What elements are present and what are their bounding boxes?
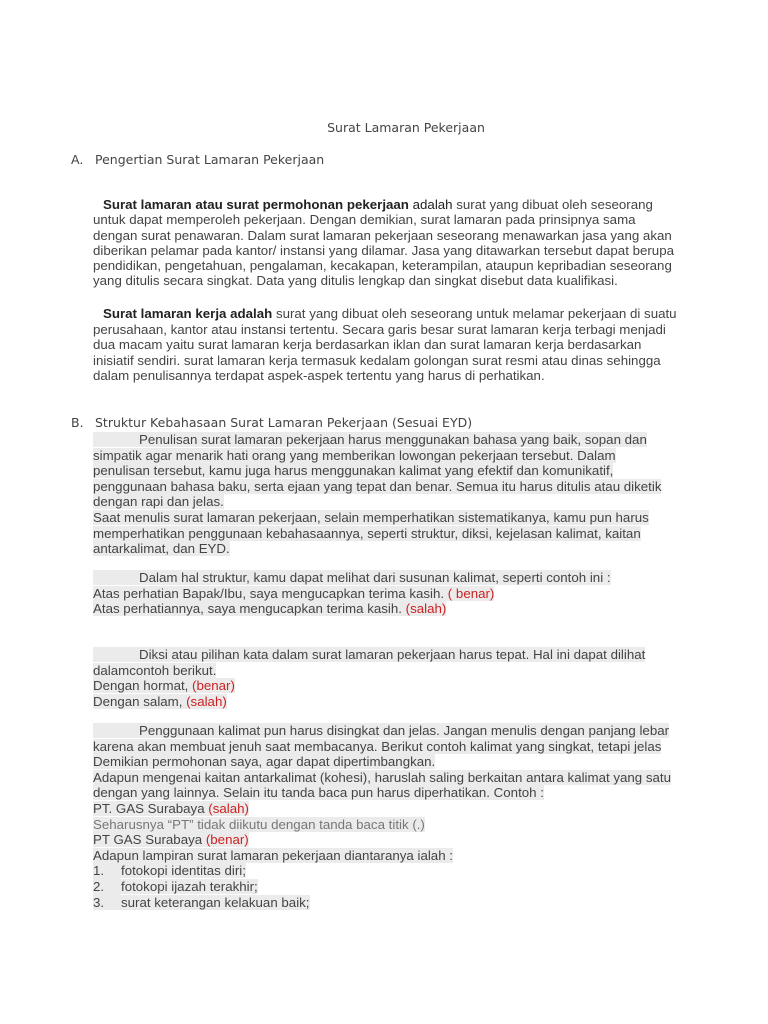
tag-salah-1: (salah) — [405, 601, 447, 617]
list-text: fotokopi ijazah terakhir; — [121, 878, 258, 894]
section-b-heading — [71, 415, 472, 430]
struktur-text-2: Saat menulis surat lamaran pekerjaan, selain memperhatikan sistematikanya, kamu pun harus memperhatikan penggunaan kebahasaannya, seperti struktur, diksi, kejelasan kalimat, kaitan antarkalimat, dan EYD. — [93, 509, 649, 557]
diksi-intro: Diksi atau pilihan kata dalam surat lamaran pekerjaan harus tepat. Hal ini dapat dilihat dalamcontoh berikut. — [93, 647, 646, 678]
struktur-text-1: Penulisan surat lamaran pekerjaan harus menggunakan bahasa yang baik, sopan dan simpatik agar menarik hati orang yang memberikan lowongan pekerjaan tersebut. Dalam penulisan tersebut, kamu juga harus menggunakan kalimat yang efektif dan komunikatif, penggunaan bahasa baku, serta ejaan yang tepat dan benar. Semua itu harus ditulis atau diketik dengan rapi dan jelas. — [93, 432, 662, 510]
paragraph-struktur — [93, 432, 663, 557]
adalah-word: adalah — [408, 197, 453, 212]
definition-text-2: surat yang dibuat oleh seseorang untuk melamar pekerjaan di suatu perusahaan, kantor atau instansi tertentu. Secara garis besar surat lamaran kerja terbagi menjadi dua macam yaitu surat lamaran kerja berdasarkan iklan dan surat lamaran kerja berdasarkan inisiatif sendiri. surat lamaran kerja termasuk kedalam golongan surat resmi atau dinas sehingga dalam penulisannya terdapat aspek-aspek tertentu yang harus di perhatikan. — [93, 306, 677, 384]
definition-text-1: surat yang dibuat oleh seseorang untuk dapat memperoleh pekerjaan. Dengan demikian, surat lamaran pada prinsipnya sama dengan surat penawaran. Dalam surat lamaran pekerjaan seseorang menawarkan jasa yang akan diberikan pelamar pada kantor/ instansi yang dilamar. Jasa yang ditawarkan tersebut dapat berupa pendidikan, pengetahuan, pengalaman, kecakapan, keterampilan, ataupun kepribadian seseorang yang ditulis secara singkat. Data yang ditulis lengkap dan singkat disebut data kualifikasi. — [93, 197, 674, 289]
list-number: 1. — [93, 863, 121, 879]
paragraph-definition-2 — [93, 306, 683, 384]
paragraph-struktur-example — [93, 570, 663, 617]
list-item — [93, 879, 673, 895]
example-pt-salah: PT. GAS Surabaya — [93, 800, 205, 816]
tag-salah-3: (salah) — [204, 800, 249, 816]
lampiran-intro: Adapun lampiran surat lamaran pekerjaan diantaranya ialah : — [93, 847, 453, 863]
document-title: Surat Lamaran Pekerjaan — [327, 120, 485, 135]
list-text: fotokopi identitas diri; — [121, 863, 246, 879]
tag-salah-2: (salah) — [182, 693, 227, 709]
example-benar-1: Atas perhatian Bapak/Ibu, saya mengucapkan terima kasih. — [93, 585, 445, 601]
kohesi-text: Adapun mengenai kaitan antarkalimat (kohesi), haruslah saling berkaitan antara kalimat yang satu dengan yang lainnya. Selain itu tanda baca pun harus diperhatikan. Contoh : — [93, 769, 672, 801]
paragraph-diksi — [93, 647, 653, 709]
example-salah-1: Atas perhatiannya, saya mengucapkan terima kasih. — [93, 601, 406, 617]
example-pt-benar: PT GAS Surabaya — [93, 832, 203, 848]
section-b-number: B. — [71, 415, 84, 430]
list-number: 3. — [93, 895, 121, 911]
example-benar-2: Dengan hormat, — [93, 678, 189, 694]
tag-benar-1: ( benar) — [444, 585, 495, 601]
paragraph-definition-1 — [93, 197, 683, 289]
list-item — [93, 863, 673, 879]
list-number: 2. — [93, 879, 121, 895]
struktur-intro: Dalam hal struktur, kamu dapat melihat dari susunan kalimat, seperti contoh ini : — [139, 570, 611, 585]
section-a-title: Pengertian Surat Lamaran Pekerjaan — [94, 152, 325, 167]
list-item — [93, 895, 673, 911]
section-a-heading — [71, 152, 324, 167]
tag-benar-2: (benar) — [188, 678, 235, 694]
example-salah-2: Dengan salam, — [93, 693, 183, 709]
kalimat-intro: Penggunaan kalimat pun harus disingkat dan jelas. Jangan menulis dengan panjang lebar karena akan membuat jenuh saat membacanya. Berikut contoh kalimat yang singkat, tetapi jelas — [93, 723, 670, 754]
note-pt: Seharusnya “PT” tidak diikutu dengan tanda baca titik (.) — [93, 816, 425, 832]
term-surat-lamaran-kerja: Surat lamaran kerja adalah — [103, 306, 273, 321]
section-b-title: Struktur Kebahasaan Surat Lamaran Pekerjaan (Sesuai EYD) — [94, 415, 473, 430]
example-singkat: Demikian permohonan saya, agar dapat dipertimbangkan. — [93, 754, 436, 770]
list-text: surat keterangan kelakuan baik; — [121, 894, 310, 910]
term-surat-lamaran: Surat lamaran atau surat permohonan pekerjaan — [103, 197, 409, 212]
tag-benar-3: (benar) — [202, 832, 249, 848]
section-a-number: A. — [71, 152, 84, 167]
paragraph-kalimat — [93, 723, 673, 910]
